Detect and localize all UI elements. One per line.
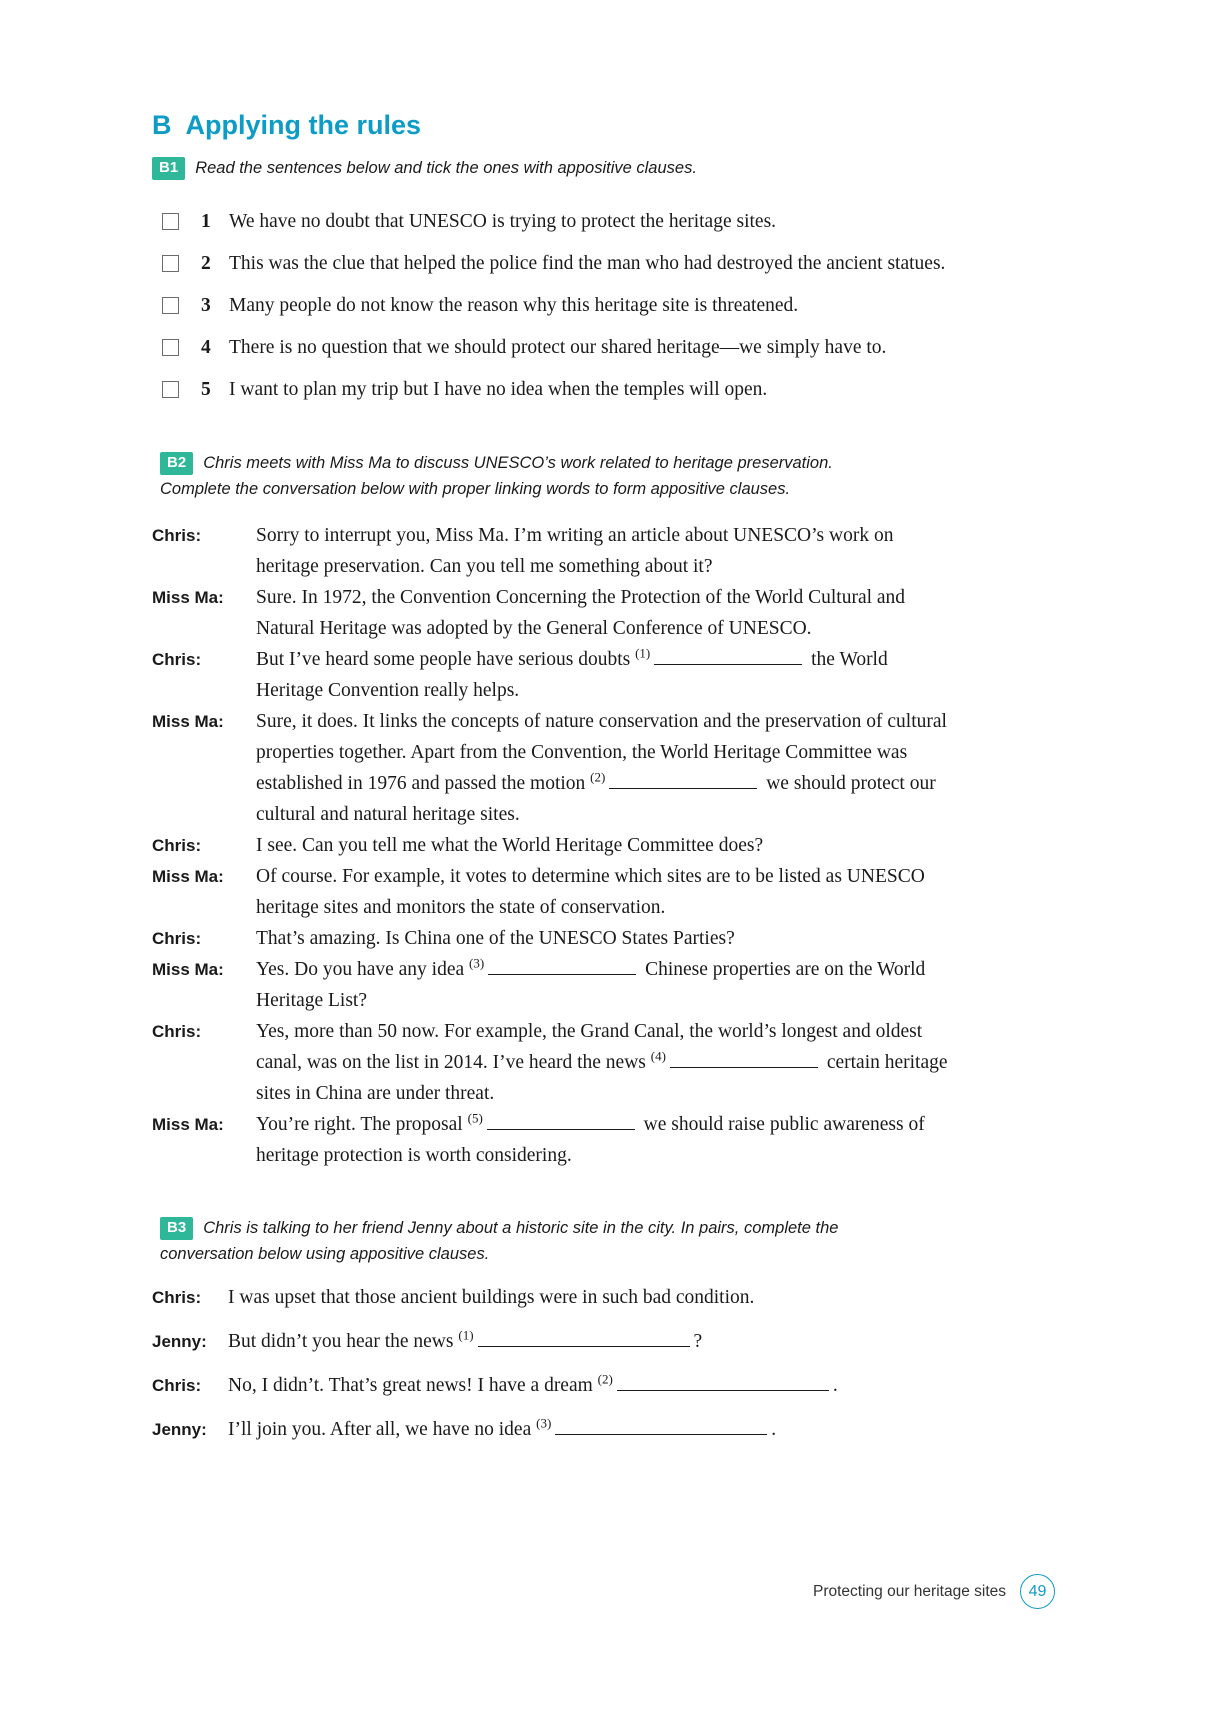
dialogue-text — [228, 1283, 948, 1313]
checkbox-2[interactable] — [162, 255, 179, 272]
item-number: 4 — [201, 337, 211, 358]
dialogue-text-part: Chinese properties are on the World Heritage List? — [256, 959, 926, 1011]
blank-number: (5) — [467, 1110, 483, 1126]
dialogue-text — [228, 1415, 948, 1445]
dialogue-text-part: I was upset that those ancient buildings were in such bad condition. — [228, 1287, 755, 1308]
blank-number: (2) — [590, 769, 606, 785]
task-b1-instruction: Read the sentences below and tick the ones with appositive clauses. — [195, 159, 697, 177]
dialogue-text-part: Of course. For example, it votes to determine which sites are to be listed as UNESCO heritage sites and monitors the state of conservation. — [256, 866, 925, 918]
dialogue-text-part: Sure. In 1972, the Convention Concerning the Protection of the World Cultural and Natural Heritage was adopted by the General Conference of UNESCO. — [256, 587, 906, 639]
dialogue-text — [256, 582, 952, 644]
dialogue-text — [228, 1371, 948, 1401]
item-number: 3 — [201, 295, 211, 316]
dialogue-line — [152, 1109, 952, 1171]
section-heading — [152, 110, 952, 141]
checkbox-3[interactable] — [162, 297, 179, 314]
dialogue-text — [256, 830, 952, 861]
page-title: Applying the rules — [185, 110, 422, 140]
speaker-label: Jenny: — [152, 1420, 207, 1439]
fill-blank-1[interactable] — [654, 650, 802, 665]
dialogue-line — [152, 923, 952, 954]
dialogue-text — [256, 706, 952, 830]
dialogue-text-part: certain heritage sites in China are under threat. — [256, 1052, 948, 1104]
dialogue-line — [152, 1371, 952, 1401]
list-item[interactable] — [162, 333, 952, 362]
task-b2-instruction-line1: Chris meets with Miss Ma to discuss UNESCO’s work related to heritage preservation. — [203, 454, 833, 472]
blank-number: (3) — [536, 1415, 552, 1431]
checkbox-5[interactable] — [162, 381, 179, 398]
task-b3-instruction-line1: Chris is talking to her friend Jenny about a historic site in the city. In pairs, complete the — [203, 1219, 839, 1237]
task-b3 — [152, 1215, 952, 1445]
dialogue-line — [152, 861, 952, 923]
dialogue-line — [152, 1016, 952, 1109]
dialogue-text-part: Yes, more than 50 now. For example, the Grand Canal, the world’s longest and oldest canal, was on the list in 2014. I’ve heard the news — [256, 1021, 923, 1073]
dialogue-line — [152, 1415, 952, 1445]
dialogue-text-part: Sorry to interrupt you, Miss Ma. I’m writing an article about UNESCO’s work on heritage preservation. Can you tell me something about it? — [256, 525, 894, 577]
dialogue-text — [256, 1109, 952, 1171]
fill-blank-b3-1[interactable] — [478, 1332, 690, 1347]
speaker-label: Chris: — [152, 836, 202, 855]
dialogue-text-part: But I’ve heard some people have serious doubts — [256, 649, 636, 670]
dialogue-line — [152, 644, 952, 706]
b3-dialogue — [152, 1283, 952, 1445]
item-number: 1 — [201, 211, 211, 232]
list-item[interactable] — [162, 291, 952, 320]
dialogue-text-part: Sure, it does. It links the concepts of nature conservation and the preservation of cultural properties together. Apart from the Convention, the World Heritage Committee was established in 1976 and passed the motion — [256, 711, 947, 794]
dialogue-text-part: I see. Can you tell me what the World Heritage Committee does? — [256, 835, 764, 856]
speaker-label: Chris: — [152, 1288, 202, 1307]
item-text: We have no doubt that UNESCO is trying to protect the heritage sites. — [229, 211, 777, 232]
list-item[interactable] — [162, 207, 952, 236]
task-badge-b3: B3 — [160, 1217, 193, 1240]
speaker-label: Miss Ma: — [152, 867, 224, 886]
speaker-label: Chris: — [152, 1022, 202, 1041]
b2-dialogue — [152, 520, 952, 1171]
dialogue-text-part: You’re right. The proposal — [256, 1114, 468, 1135]
speaker-label: Chris: — [152, 1376, 202, 1395]
fill-blank-5[interactable] — [487, 1115, 635, 1130]
task-badge-b2: B2 — [160, 452, 193, 475]
item-text: I want to plan my trip but I have no idea when the temples will open. — [229, 379, 768, 400]
dialogue-text-part: . — [771, 1419, 777, 1440]
blank-number: (4) — [650, 1048, 666, 1064]
dialogue-line — [152, 582, 952, 644]
dialogue-line — [152, 954, 952, 1016]
speaker-label: Miss Ma: — [152, 712, 224, 731]
speaker-label: Chris: — [152, 526, 202, 545]
dialogue-line — [152, 1283, 952, 1313]
blank-number: (1) — [635, 645, 651, 661]
speaker-label: Miss Ma: — [152, 1115, 224, 1134]
blank-number: (1) — [458, 1327, 474, 1343]
item-text: There is no question that we should protect our shared heritage—we simply have to. — [229, 337, 887, 358]
page-content — [152, 110, 952, 1459]
task-b2-instruction-line2: Complete the conversation below with proper linking words to form appositive clauses. — [160, 480, 791, 498]
speaker-label: Chris: — [152, 929, 202, 948]
list-item[interactable] — [162, 249, 952, 278]
dialogue-text-part: But didn’t you hear the news — [228, 1331, 459, 1352]
task-b3-header — [160, 1215, 952, 1267]
dialogue-text — [256, 954, 952, 1016]
checkbox-4[interactable] — [162, 339, 179, 356]
speaker-label: Jenny: — [152, 1332, 207, 1351]
page-footer — [813, 1574, 1055, 1609]
dialogue-text-part: the World Heritage Convention really helps. — [256, 649, 888, 701]
b1-sentence-list — [162, 207, 952, 404]
item-number: 2 — [201, 253, 211, 274]
blank-number: (3) — [469, 955, 485, 971]
dialogue-text-part: we should raise public awareness of heritage protection is worth considering. — [256, 1114, 925, 1166]
speaker-label: Miss Ma: — [152, 588, 224, 607]
checkbox-1[interactable] — [162, 213, 179, 230]
dialogue-text — [256, 1016, 952, 1109]
fill-blank-2[interactable] — [609, 774, 757, 789]
dialogue-line — [152, 1327, 952, 1357]
task-b1-header — [152, 155, 952, 181]
fill-blank-b3-3[interactable] — [555, 1420, 767, 1435]
dialogue-line — [152, 706, 952, 830]
speaker-label: Chris: — [152, 650, 202, 669]
item-text: Many people do not know the reason why this heritage site is threatened. — [229, 295, 799, 316]
dialogue-text-part: No, I didn’t. That’s great news! I have a dream — [228, 1375, 598, 1396]
blank-number: (2) — [597, 1371, 613, 1387]
dialogue-text — [256, 861, 952, 923]
dialogue-text-part: we should protect our cultural and natural heritage sites. — [256, 773, 936, 825]
dialogue-text-part: Yes. Do you have any idea — [256, 959, 470, 980]
footer-chapter-title: Protecting our heritage sites — [813, 1582, 1006, 1600]
task-b2-header — [160, 450, 952, 502]
dialogue-text-part: That’s amazing. Is China one of the UNESCO States Parties? — [256, 928, 735, 949]
item-text: This was the clue that helped the police find the man who had destroyed the ancient statues. — [229, 253, 946, 274]
dialogue-line — [152, 520, 952, 582]
task-badge-b1: B1 — [152, 157, 185, 180]
dialogue-text — [228, 1327, 948, 1357]
dialogue-line — [152, 830, 952, 861]
task-b3-instruction-line2: conversation below using appositive clauses. — [160, 1245, 490, 1263]
dialogue-text-part: I’ll join you. After all, we have no idea — [228, 1419, 537, 1440]
page-number: 49 — [1020, 1574, 1055, 1609]
fill-blank-3[interactable] — [488, 960, 636, 975]
section-letter: B — [152, 110, 172, 140]
speaker-label: Miss Ma: — [152, 960, 224, 979]
item-number: 5 — [201, 379, 211, 400]
list-item[interactable] — [162, 375, 952, 404]
task-b2 — [152, 450, 952, 1171]
dialogue-text-part: . — [832, 1375, 838, 1396]
dialogue-text-part: ? — [693, 1331, 703, 1352]
dialogue-text — [256, 923, 952, 954]
fill-blank-b3-2[interactable] — [617, 1376, 829, 1391]
dialogue-text — [256, 520, 952, 582]
dialogue-text — [256, 644, 952, 706]
fill-blank-4[interactable] — [670, 1053, 818, 1068]
